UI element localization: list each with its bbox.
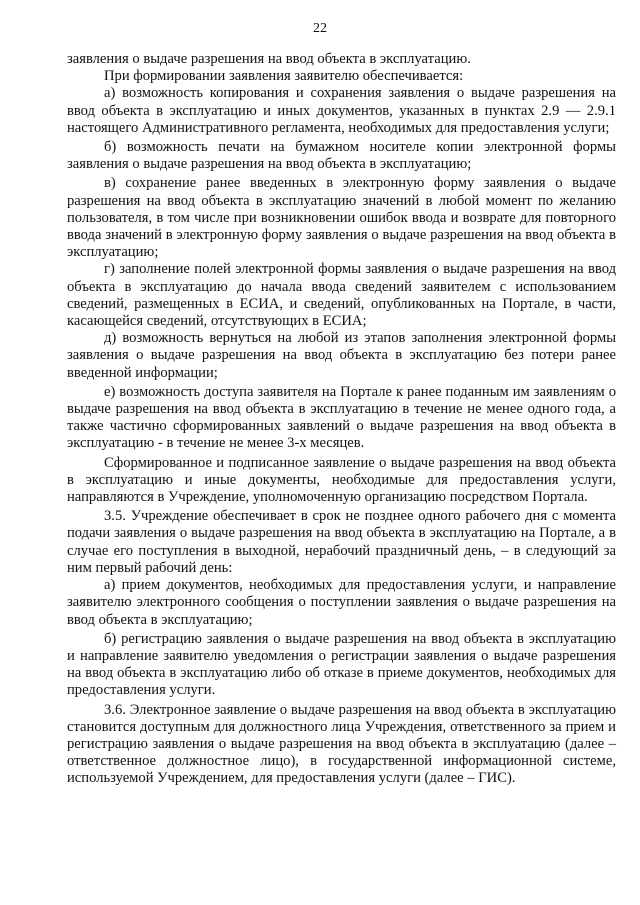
list-item-v: в) сохранение ранее введенных в электронную форму заявления о выдаче разрешения на ввод объекта в эксплуатацию значений в любой момент по желанию пользователя, в том числе при возникновении ошибок ввода и возврате для повторного ввода значений в электронную форму заявления о выдаче разрешения на ввод объекта в эксплуатацию; — [67, 175, 616, 261]
document-body — [67, 51, 616, 788]
section-3-6: 3.6. Электронное заявление о выдаче разрешения на ввод объекта в эксплуатацию становится доступным для должностного лица Учреждения, ответственного за прием и регистрацию заявления о выдаче разрешения на ввод объекта в эксплуатацию (далее – ответственное должностное лицо), в государственной информационной системе, используемой Учреждением, для предоставления услуги (далее – ГИС). — [67, 701, 616, 787]
paragraph-submission: Сформированное и подписанное заявление о выдаче разрешения на ввод объекта в эксплуатацию и иные документы, необходимые для предоставления услуги, направляются в Учреждение, уполномоченную организацию посредством Портала. — [67, 454, 616, 506]
list-item-a: а) возможность копирования и сохранения заявления о выдаче разрешения на ввод объекта в эксплуатацию и иных документов, указанных в пунктах 2.9 — 2.9.1 настоящего Административного регламента, необходимых для предоставления услуги; — [67, 85, 616, 136]
list-item-d: д) возможность вернуться на любой из этапов заполнения электронной формы заявления о выдаче разрешения на ввод объекта в эксплуатацию без потери ранее введенной информации; — [67, 330, 616, 381]
section-3-5: 3.5. Учреждение обеспечивает в срок не позднее одного рабочего дня с момента подачи заявления о выдаче разрешения на ввод объекта в эксплуатацию на Портале, а в случае его поступления в выходной, нерабочий праздничный день, – в следующий за ним первый рабочий день: — [67, 508, 616, 576]
page-number: 22 — [313, 21, 327, 36]
list-item-e: е) возможность доступа заявителя на Портале к ранее поданным им заявлениям о выдаче разрешения на ввод объекта в эксплуатацию в течение не менее одного года, а также частично сформированных заявлений о выдаче разрешения на ввод объекта в эксплуатацию - в течение не менее 3-х месяцев. — [67, 383, 616, 452]
list-item-b: б) возможность печати на бумажном носителе копии электронной формы заявления о выдаче разрешения на ввод объекта в эксплуатацию; — [67, 139, 616, 173]
list-item-g: г) заполнение полей электронной формы заявления о выдаче разрешения на ввод объекта в эксплуатацию до начала ввода сведений заявителем с использованием сведений, размещенных в ЕСИА, и сведений, опубликованных на Портале, в части, касающейся сведений, отсутствующих в ЕСИА; — [67, 261, 616, 330]
paragraph-intro: При формировании заявления заявителю обеспечивается: — [104, 68, 464, 85]
paragraph-continuation: заявления о выдаче разрешения на ввод объекта в эксплуатацию. — [67, 51, 471, 67]
section-3-5-item-b: б) регистрацию заявления о выдаче разрешения на ввод объекта в эксплуатацию и направление заявителю уведомления о регистрации заявления о выдаче разрешения на ввод объекта в эксплуатацию либо об отказе в приеме документов, необходимых для предоставления услуги. — [67, 630, 616, 699]
section-3-5-item-a: а) прием документов, необходимых для предоставления услуги, и направление заявителю электронного сообщения о поступлении заявления о выдаче разрешения на ввод объекта в эксплуатацию; — [67, 577, 616, 628]
